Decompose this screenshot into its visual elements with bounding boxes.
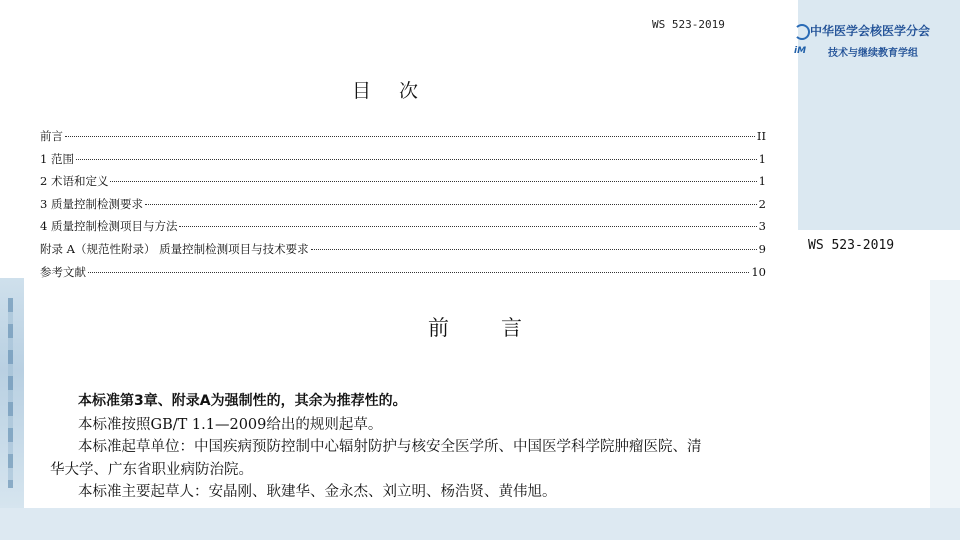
- toc-entry-label: 附录 A（规范性附录） 质量控制检测项目与技术要求: [40, 241, 309, 256]
- society-logo: [792, 18, 960, 62]
- toc-title: 目次: [352, 80, 447, 102]
- toc-leader-dots: [76, 159, 757, 160]
- foreword-paragraph: 本标准起草单位：中国疾病预防控制中心辐射防护与核安全医学所、中国医学科学院肿瘤医院、清: [78, 439, 702, 455]
- logo-org-name: 中华医学会核医学分会: [810, 24, 931, 38]
- toc-leader-dots: [179, 226, 756, 227]
- toc-entry-label: 3 质量控制检测要求: [40, 196, 143, 211]
- toc-entry-label: 前言: [40, 129, 63, 143]
- toc-leader-dots: [88, 272, 749, 273]
- toc-entry: [40, 151, 766, 174]
- toc-entry-page: 1: [758, 174, 766, 189]
- toc-entry-label: 参考文献: [40, 264, 86, 279]
- toc-entry-label: 2 术语和定义: [40, 174, 109, 189]
- toc-leader-dots: [145, 204, 757, 205]
- toc-leader-dots: [65, 136, 755, 137]
- toc-entry: [40, 128, 766, 151]
- toc-entry: [40, 196, 766, 219]
- logo-group-name: 技术与继续教育学组: [828, 48, 918, 59]
- background-strip-left: [0, 278, 24, 508]
- foreword-paragraph-continuation: 华大学、广东省职业病防治院。: [50, 461, 253, 478]
- toc-entry: [40, 264, 766, 287]
- toc-entry: [40, 241, 766, 264]
- toc-entry-page: 9: [758, 241, 766, 256]
- foreword-body: [50, 390, 930, 503]
- toc-entry-page: 2: [758, 196, 766, 211]
- toc-entry-page: 10: [751, 264, 766, 279]
- foreword-paragraph: 本标准第3章、附录A为强制性的，其余为推荐性的。: [78, 393, 407, 409]
- toc-entry: [40, 218, 766, 241]
- background-band-bottom: [0, 508, 960, 540]
- toc-entry: [40, 173, 766, 196]
- table-of-contents: [40, 128, 766, 286]
- standard-number-right: WS 523-2019: [808, 238, 895, 253]
- background-strip-right: [930, 280, 960, 508]
- logo-emblem-icon: iM: [792, 20, 810, 58]
- toc-entry-page: 1: [758, 151, 766, 166]
- foreword-title: 前言: [428, 316, 574, 340]
- toc-leader-dots: [311, 249, 757, 250]
- standard-number-top: WS 523-2019: [652, 18, 725, 31]
- foreword-paragraph: 本标准按照GB/T 1.1—2009给出的规则起草。: [78, 416, 383, 433]
- toc-entry-page: II: [756, 129, 766, 143]
- toc-entry-label: 1 范围: [40, 151, 74, 166]
- toc-leader-dots: [110, 181, 756, 182]
- toc-entry-label: 4 质量控制检测项目与方法: [40, 219, 178, 234]
- foreword-paragraph: 本标准主要起草人：安晶刚、耿建华、金永杰、刘立明、杨浩贤、黄伟旭。: [78, 484, 557, 500]
- toc-entry-page: 3: [758, 219, 766, 234]
